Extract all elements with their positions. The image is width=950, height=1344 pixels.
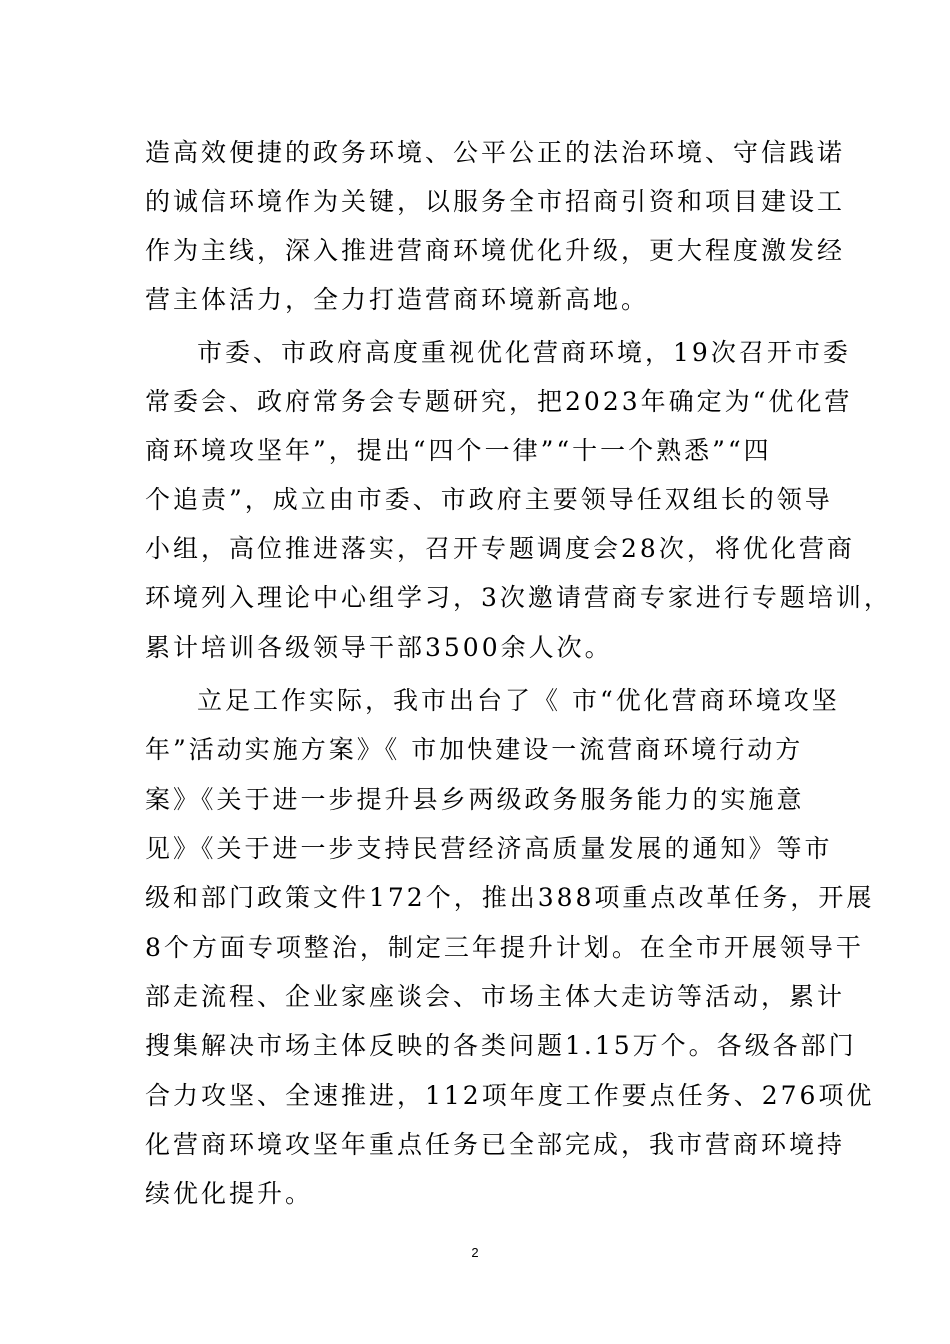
text-line: 部走流程、企业家座谈会、市场主体大走访等活动，累计 <box>145 982 846 1011</box>
text-line: 个追责”，成立由市委、市政府主要领导任双组长的领导 <box>145 485 833 514</box>
text-line: 环境列入理论中心组学习，3次邀请营商专家进行专题培训， <box>145 583 892 612</box>
text-line: 搜集解决市场主体反映的各类问题1.15万个。各级各部门 <box>145 1031 857 1060</box>
text-line: 常委会、政府常务会专题研究，把2023年确定为“优化营 <box>145 387 853 416</box>
text-line: 小组，高位推进落实，召开专题调度会28次，将优化营商 <box>145 534 855 563</box>
text-line: 案》《关于进一步提升县乡两级政务服务能力的实施意 <box>145 785 805 814</box>
text-line: 营主体活力，全力打造营商环境新高地。 <box>145 285 650 314</box>
text-line: 年”活动实施方案》《 市加快建设一流营商环境行动方 <box>145 735 804 764</box>
text-line: 级和部门政策文件172个，推出388项重点改革任务，开展 <box>145 883 875 912</box>
page-number: 2 <box>471 1245 479 1260</box>
text-line: 续优化提升。 <box>145 1179 314 1208</box>
text-line: 8个方面专项整治，制定三年提升计划。在全市开展领导干 <box>145 933 864 962</box>
text-line: 化营商环境攻坚年重点任务已全部完成，我市营商环境持 <box>145 1130 846 1159</box>
text-line: 累计培训各级领导干部3500余人次。 <box>145 633 613 662</box>
paragraph-first-line: 立足工作实际，我市出台了《 市“优化营商环境攻坚 <box>197 686 840 715</box>
text-line: 的诚信环境作为关键，以服务全市招商引资和项目建设工 <box>145 187 846 216</box>
text-line: 见》《关于进一步支持民营经济高质量发展的通知》等市 <box>145 834 833 863</box>
text-line: 商环境攻坚年”，提出“四个一律”“十一个熟悉”“四 <box>145 436 772 465</box>
text-line: 合力攻坚、全速推进，112项年度工作要点任务、276项优 <box>145 1081 875 1110</box>
paragraph-first-line: 市委、市政府高度重视优化营商环境，19次召开市委 <box>197 338 851 367</box>
text-line: 造高效便捷的政务环境、公平公正的法治环境、守信践诺 <box>145 138 846 167</box>
text-line: 作为主线，深入推进营商环境优化升级，更大程度激发经 <box>145 236 846 265</box>
